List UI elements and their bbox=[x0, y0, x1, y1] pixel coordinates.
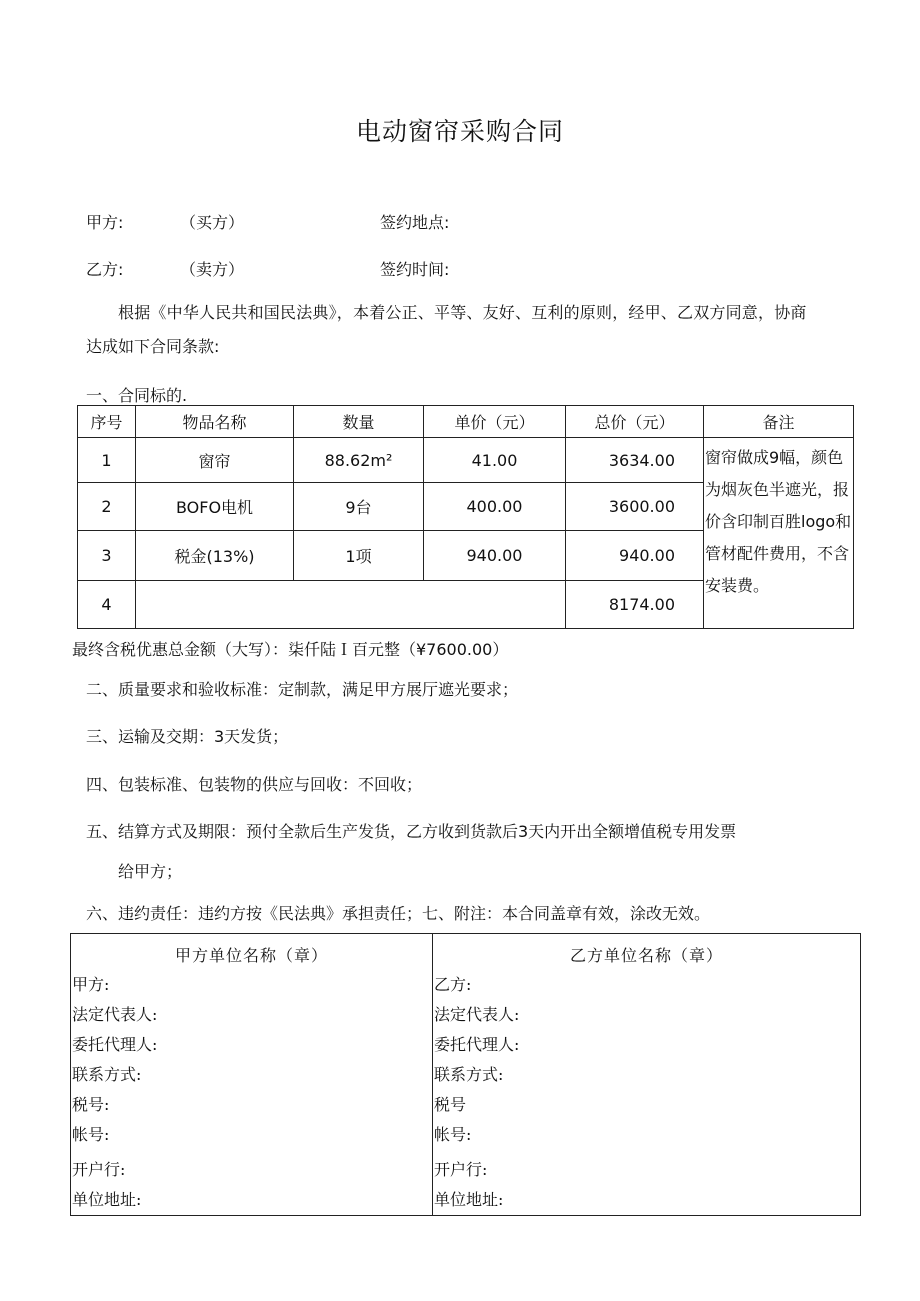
party-b-field: 单位地址: bbox=[434, 1190, 504, 1209]
table-row bbox=[78, 438, 854, 483]
party-b-field: 联系方式: bbox=[434, 1065, 504, 1084]
party-a-role: （买方） bbox=[180, 213, 245, 232]
header-cell: 单价（元） bbox=[424, 406, 566, 438]
party-a-field: 单位地址: bbox=[72, 1190, 142, 1209]
total-price: 3600.00 bbox=[566, 483, 704, 531]
signature-table bbox=[70, 933, 861, 1216]
items-table-header bbox=[78, 406, 854, 438]
item-name: 税金(13%) bbox=[136, 531, 294, 581]
party-a-field: 帐号: bbox=[72, 1125, 110, 1144]
grand-total: 8174.00 bbox=[566, 581, 704, 629]
sign-time-label: 签约时间: bbox=[380, 260, 450, 279]
intro-paragraph-line1: 根据《中华人民共和国民法典》，本着公正、平等、友好、互利的原则，经甲、乙双方同意，协商 bbox=[118, 303, 807, 322]
unit-price: 400.00 bbox=[424, 483, 566, 531]
intro-paragraph-line2: 达成如下合同条款: bbox=[86, 337, 220, 356]
party-a-field: 甲方: bbox=[72, 975, 110, 994]
party-a-field: 联系方式: bbox=[72, 1065, 142, 1084]
header-cell: 总价（元） bbox=[566, 406, 704, 438]
remark-cell: 窗帘做成9幅，颜色为烟灰色半遮光，报价含印制百胜logo和管材配件费用，不含安装费。 bbox=[704, 438, 854, 629]
total-price: 940.00 bbox=[566, 531, 704, 581]
party-b-field: 税号 bbox=[434, 1095, 467, 1114]
party-a-header: 甲方单位名称（章） bbox=[174, 946, 328, 965]
party-b-field: 法定代表人: bbox=[434, 1005, 520, 1024]
party-a-field: 税号: bbox=[72, 1095, 110, 1114]
item-name: 窗帘 bbox=[136, 438, 294, 483]
header-cell: 物品名称 bbox=[136, 406, 294, 438]
document-title: 电动窗帘采购合同 bbox=[355, 117, 564, 146]
row-number: 2 bbox=[78, 483, 136, 531]
merged-empty-cell bbox=[136, 581, 566, 629]
party-b-label: 乙方: bbox=[86, 260, 124, 279]
section-5-line1: 五、结算方式及期限：预付全款后生产发货，乙方收到货款后3天内开出全额增值税专用发票 bbox=[86, 822, 737, 841]
section-1-heading: 一、合同标的. bbox=[86, 386, 188, 405]
section-4: 四、包装标准、包装物的供应与回收：不回收； bbox=[86, 775, 423, 794]
section-2: 二、质量要求和验收标准：定制款，满足甲方展厅遮光要求； bbox=[86, 680, 519, 699]
row-number: 4 bbox=[78, 581, 136, 629]
party-b-field: 开户行: bbox=[434, 1160, 488, 1179]
party-a-label: 甲方: bbox=[86, 213, 124, 232]
party-b-field: 乙方: bbox=[434, 975, 472, 994]
unit-price: 940.00 bbox=[424, 531, 566, 581]
party-b-role: （卖方） bbox=[180, 260, 245, 279]
party-b-field: 委托代理人: bbox=[434, 1035, 520, 1054]
party-a-field: 法定代表人: bbox=[72, 1005, 158, 1024]
section-6-7: 六、违约责任：违约方按《民法典》承担责任；七、附注：本合同盖章有效，涂改无效。 bbox=[86, 904, 711, 923]
party-a-field: 委托代理人: bbox=[72, 1035, 158, 1054]
header-cell: 备注 bbox=[704, 406, 854, 438]
row-number: 1 bbox=[78, 438, 136, 483]
total-price: 3634.00 bbox=[566, 438, 704, 483]
item-quantity: 1项 bbox=[294, 531, 424, 581]
party-a-signature-block bbox=[71, 934, 433, 1216]
party-a-field: 开户行: bbox=[72, 1160, 126, 1179]
item-name: BOFO电机 bbox=[136, 483, 294, 531]
section-5-line2: 给甲方； bbox=[118, 862, 183, 881]
row-number: 3 bbox=[78, 531, 136, 581]
party-b-header: 乙方单位名称（章） bbox=[569, 946, 723, 965]
items-table bbox=[77, 405, 854, 629]
item-quantity: 88.62m² bbox=[294, 438, 424, 483]
header-cell: 序号 bbox=[78, 406, 136, 438]
item-quantity: 9台 bbox=[294, 483, 424, 531]
party-b-signature-block bbox=[433, 934, 861, 1216]
section-3: 三、运输及交期：3天发货； bbox=[86, 727, 289, 746]
sign-place-label: 签约地点: bbox=[380, 213, 450, 232]
party-b-field: 帐号: bbox=[434, 1125, 472, 1144]
header-cell: 数量 bbox=[294, 406, 424, 438]
unit-price: 41.00 bbox=[424, 438, 566, 483]
final-amount: 最终含税优惠总金额（大写）：柒仟陆Ｉ百元整（¥7600.00） bbox=[72, 640, 509, 659]
